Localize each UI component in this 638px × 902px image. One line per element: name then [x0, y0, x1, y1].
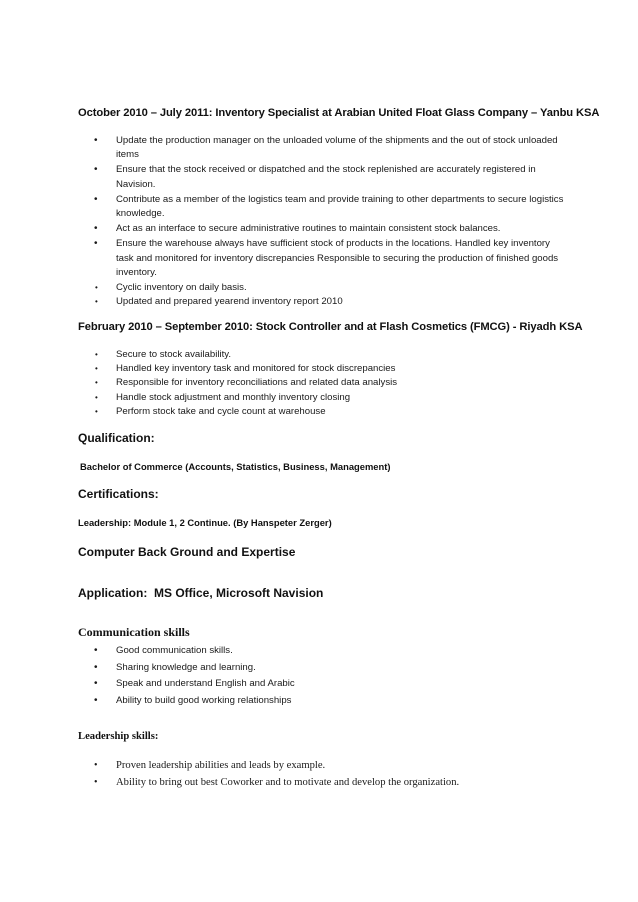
application-value: MS Office, Microsoft Navision	[154, 586, 324, 600]
list-item: • Speak and understand English and Arabic	[78, 676, 558, 693]
bullet-icon: •	[94, 694, 98, 706]
list-item: • Secure to stock availability.	[78, 348, 558, 362]
certifications-title: Certifications:	[78, 487, 159, 501]
list-item: • Handle stock adjustment and monthly inventory closing	[78, 391, 558, 405]
job2-heading: February 2010 – September 2010: Stock Controller and at Flash Cosmetics (FMCG) - Riyadh KSA	[78, 321, 583, 333]
qualification-title: Qualification:	[78, 431, 155, 445]
bullet-icon: •	[94, 760, 98, 771]
communication-bullet-list	[78, 643, 558, 709]
list-item: • Ability to build good working relationships	[78, 693, 558, 710]
bullet-icon: •	[94, 645, 98, 656]
bullet-icon: •	[94, 661, 98, 673]
list-item: • Responsible for inventory reconciliations and related data analysis	[78, 376, 558, 390]
certifications-text: Leadership: Module 1, 2 Continue. (By Hanspeter Zerger)	[78, 517, 332, 528]
bullet-icon: •	[95, 392, 98, 402]
list-item: • Update the production manager on the unloaded volume of the shipments and the out of stock unloaded items	[94, 135, 558, 161]
list-item: • Perform stock take and cycle count at warehouse	[78, 405, 558, 419]
list-item: • Sharing knowledge and learning.	[78, 660, 558, 677]
bullet-icon: •	[95, 283, 98, 293]
list-item: • Act as an interface to secure administrative routines to maintain consistent stock balances.	[78, 222, 568, 236]
list-item: • Updated and prepared yearend inventory report 2010	[78, 295, 568, 309]
application-label: Application:	[78, 586, 148, 600]
bullet-icon: •	[94, 678, 98, 689]
leadership-title: Leadership skills:	[78, 731, 159, 742]
list-item: • Cyclic inventory on daily basis.	[78, 281, 568, 295]
computer-title: Computer Back Ground and Expertise	[78, 545, 296, 559]
job1-bullet-list	[78, 134, 568, 309]
list-item: • Ensure the warehouse always have sufficient stock of products in the locations. Handled key inventory task and monitored for inventory discrepancies Responsible to securing the production of finished goods inventory.	[94, 238, 559, 278]
bullet-icon: •	[94, 135, 98, 146]
job1-heading: October 2010 – July 2011: Inventory Specialist at Arabian United Float Glass Company – Yanbu KSA	[78, 107, 600, 119]
bullet-icon: •	[95, 406, 98, 416]
list-item: • Good communication skills.	[78, 643, 558, 660]
list-item: • Handled key inventory task and monitored for stock discrepancies	[78, 362, 558, 376]
communication-title: Communication skills	[78, 625, 190, 639]
bullet-icon: •	[95, 378, 98, 388]
bullet-icon: •	[95, 350, 98, 359]
bullet-icon: •	[94, 193, 98, 205]
list-item: • Contribute as a member of the logistics team and provide training to other departments to secure logistics knowledge.	[94, 193, 564, 220]
qualification-text: Bachelor of Commerce (Accounts, Statistics, Business, Management)	[80, 461, 391, 472]
bullet-icon: •	[95, 364, 98, 374]
bullet-icon: •	[94, 777, 98, 788]
job2-bullet-list	[78, 348, 558, 419]
bullet-icon: •	[94, 238, 98, 250]
bullet-icon: •	[94, 164, 98, 176]
list-item: • Proven leadership abilities and leads by example.	[78, 757, 558, 774]
leadership-bullet-list	[78, 757, 558, 791]
list-item: • Ensure that the stock received or dispatched and the stock replenished are accurately registered in Navision.	[94, 164, 536, 190]
bullet-icon: •	[95, 297, 98, 307]
list-item: • Ability to bring out best Coworker and to motivate and develop the organization.	[78, 774, 558, 791]
bullet-icon: •	[94, 223, 98, 235]
